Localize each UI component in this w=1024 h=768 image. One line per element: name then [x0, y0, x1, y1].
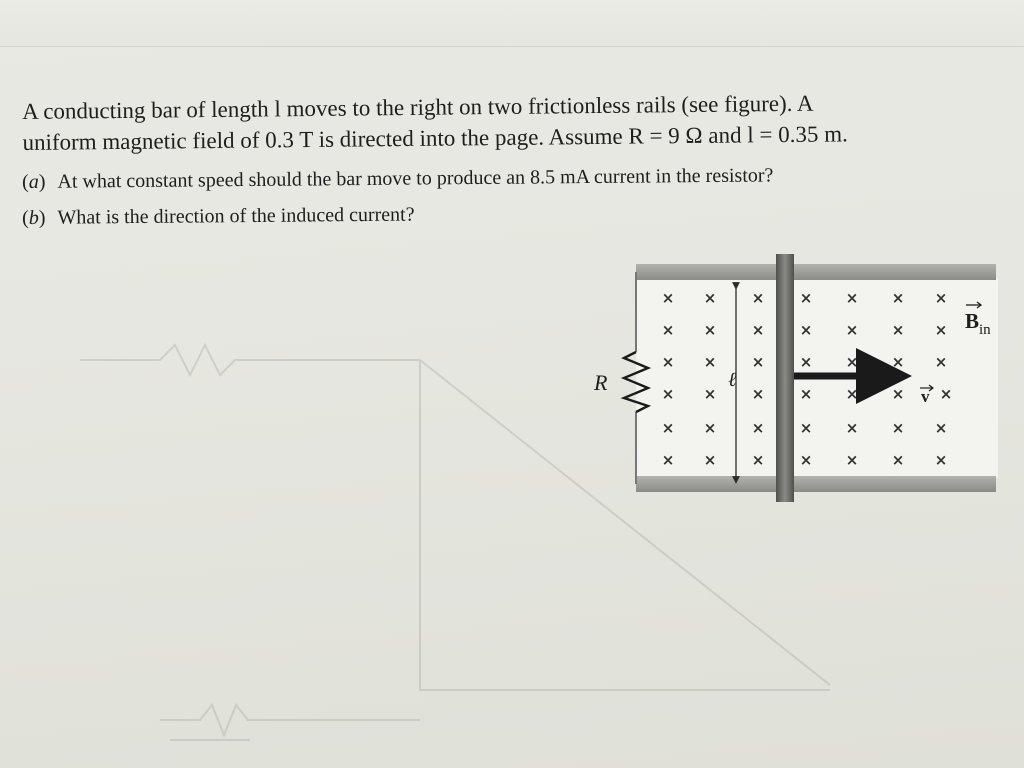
field-marker: × [891, 419, 905, 437]
length-label: ℓ [728, 369, 737, 391]
field-marker: × [751, 419, 765, 437]
part-a-text: At what constant speed should the bar move to produce an 8.5 mA current in the resistor? [57, 164, 774, 193]
field-marker: × [845, 289, 859, 307]
field-marker: × [799, 419, 813, 437]
field-marker: × [661, 353, 675, 371]
field-marker: × [845, 385, 859, 403]
field-marker: × [799, 451, 813, 469]
field-marker: × [703, 385, 717, 403]
statement-line: uniform magnetic field of 0.3 T is directed into the page. Assume R = 9 Ω and l = 0.35 m. [22, 121, 848, 155]
field-marker: × [934, 419, 948, 437]
field-marker: × [845, 321, 859, 339]
field-marker: × [799, 289, 813, 307]
field-marker: × [703, 419, 717, 437]
field-marker: × [934, 451, 948, 469]
part-a [22, 159, 1012, 196]
field-marker: × [934, 321, 948, 339]
field-marker: × [703, 451, 717, 469]
problem-text [22, 90, 1012, 240]
field-marker: × [751, 321, 765, 339]
field-marker: × [934, 289, 948, 307]
field-marker: × [891, 353, 905, 371]
field-marker: × [939, 385, 953, 403]
field-label: $B_{in}$ [965, 309, 991, 338]
field-marker: × [845, 353, 859, 371]
field-marker: × [891, 451, 905, 469]
statement-line: A conducting bar of length l moves to the right on two frictionless rails (see figure). A [22, 90, 814, 124]
field-marker: × [751, 353, 765, 371]
field-marker: × [661, 289, 675, 307]
field-marker: × [703, 353, 717, 371]
part-b-label: (b) [22, 206, 46, 229]
field-marker: × [799, 385, 813, 403]
bottom-rail [636, 476, 996, 492]
field-marker: × [751, 289, 765, 307]
field-marker: × [661, 419, 675, 437]
problem-statement [22, 86, 1013, 158]
field-marker: × [845, 419, 859, 437]
field-marker: × [661, 451, 675, 469]
field-marker: × [934, 353, 948, 371]
field-marker: × [661, 385, 675, 403]
field-marker: × [891, 321, 905, 339]
field-marker: × [799, 321, 813, 339]
field-marker: × [661, 321, 675, 339]
conducting-bar [776, 254, 794, 502]
part-a-label: (a) [22, 170, 46, 193]
part-b [22, 195, 1012, 232]
figure-svg [588, 252, 1008, 512]
field-marker: × [891, 385, 905, 403]
top-rail [636, 264, 996, 280]
field-marker: × [703, 289, 717, 307]
page-top-edge [0, 0, 1024, 47]
rail-bar-figure [588, 252, 1008, 512]
velocity-label: v [921, 387, 930, 406]
field-marker: × [845, 451, 859, 469]
field-marker: × [751, 385, 765, 403]
field-marker: × [703, 321, 717, 339]
resistor-label: R [594, 370, 608, 395]
field-marker: × [891, 289, 905, 307]
field-marker: × [751, 451, 765, 469]
part-b-text: What is the direction of the induced current? [57, 203, 415, 229]
field-marker: × [799, 353, 813, 371]
